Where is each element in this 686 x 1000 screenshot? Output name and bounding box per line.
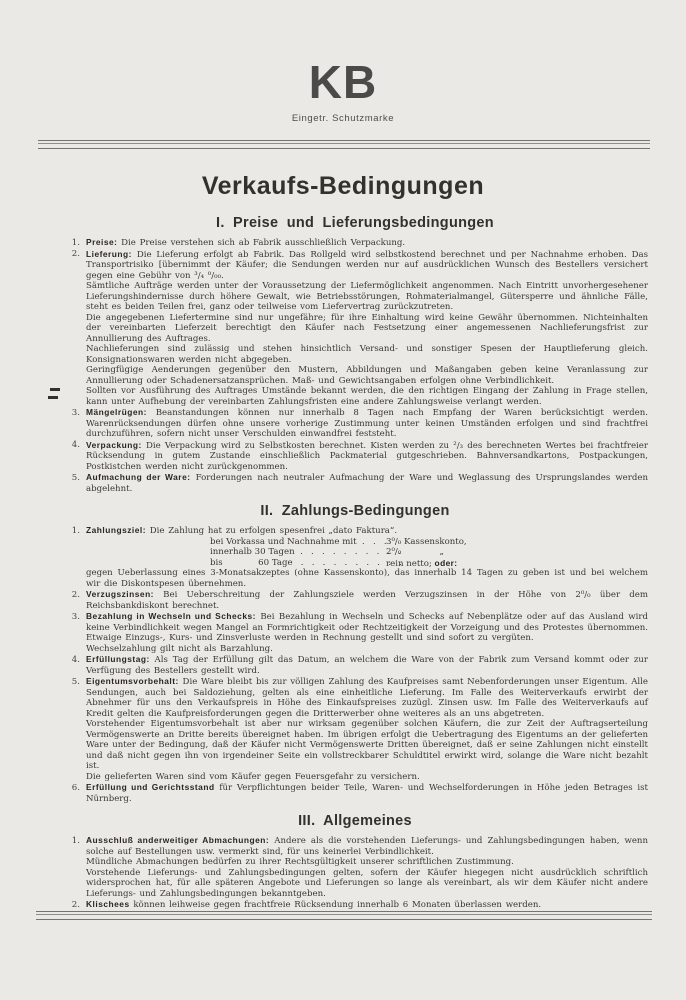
item-text bbox=[86, 676, 648, 782]
section-heading: III. Allgemeines bbox=[298, 813, 412, 829]
footer-rule bbox=[36, 911, 652, 920]
list-item bbox=[62, 899, 648, 911]
item-label: Preise: bbox=[86, 237, 118, 247]
paragraph: Mängelrügen: Beanstandungen können nur innerhalb 8 Tagen nach Empfang der Waren berücksichtigt werden. Warenrücksendungen dürfen ohne unsere vorherige Zustimmung unter keinen Umständen erfolgen und sind frachtfrei durchzuführen, sofern nicht unser Verschulden einwandfrei feststeht. bbox=[86, 407, 648, 439]
paragraph: Vorstehende Lieferungs- und Zahlungsbedingungen gelten, sofern der Käufer hiegegen nicht ausdrücklich schriftlich widersprochen hat, für alle späteren Angebote und Lieferungen so lange als vereinbart, als wir dem Käufer nicht andere Lieferungs- und Zahlungsbedingungen bekanntgeben. bbox=[86, 867, 648, 899]
item-number: 1. bbox=[71, 525, 80, 536]
section-heading: II. Zahlungs-Bedingungen bbox=[260, 503, 450, 519]
margin-dash bbox=[50, 388, 60, 391]
item-number: 5. bbox=[71, 472, 80, 483]
terms-value: 2⁰/₀ „ bbox=[386, 547, 444, 557]
item-number: 2. bbox=[71, 899, 80, 910]
paragraph: Klischees können leihweise gegen frachtfreie Rücksendung innerhalb 6 Monaten überlassen werden. bbox=[86, 899, 542, 910]
item-label: Mängelrügen: bbox=[86, 407, 147, 417]
paragraph: Zahlungsziel: Die Zahlung hat zu erfolgen spesenfrei „dato Faktura“. bbox=[86, 525, 398, 536]
item-label: Ausschluß anderweitiger Abmachungen: bbox=[86, 835, 270, 845]
paragraph: Sollten vor Ausführung des Auftrages Umstände bekannt werden, die den richtigen Eingang der Zahlung in Frage stellen, kann unter Aufhebung der vereinbarten Zahlungsfristen eine andere Zahlungsweise verlangt werden. bbox=[86, 386, 648, 407]
item-number: 3. bbox=[71, 611, 80, 622]
header-rule bbox=[38, 140, 650, 149]
list-item bbox=[62, 249, 648, 408]
terms-bold: oder: bbox=[434, 557, 458, 568]
margin-dash bbox=[48, 396, 58, 399]
page-title: Verkaufs-Bedingungen bbox=[201, 172, 485, 200]
list-item bbox=[62, 676, 648, 782]
item-number: 2. bbox=[71, 589, 80, 600]
item-text bbox=[86, 525, 648, 589]
item-label: Lieferung: bbox=[86, 248, 132, 259]
list-item bbox=[62, 589, 648, 611]
paragraph: Ausschluß anderweitiger Abmachungen: Andere als die vorstehenden Lieferungs- und Zahlungsbedingungen haben, wenn solche auf Bestellungen usw. vermerkt sind, für uns keinerlei Verbindlichkeit. bbox=[86, 835, 648, 857]
item-label: Erfüllungstag: bbox=[86, 654, 150, 664]
list-item bbox=[62, 611, 648, 654]
terms-lead: bei Vorkassa und Nachnahme mit . . . bbox=[210, 536, 387, 547]
paragraph: Die angegebenen Liefertermine sind nur ungefähre; für ihre Einhaltung wird keine Gewähr übernommen. Nichteinhalten der vereinbarten Lieferzeit berechtigt den Käufer nach Festsetzung einer angemessenen Nachlieferungsfrist zur Annullierung des Auftrages. bbox=[86, 312, 648, 344]
item-label: Verpackung: bbox=[86, 439, 142, 450]
item-label: Erfüllung und Gerichtsstand bbox=[86, 782, 215, 792]
list-item bbox=[62, 525, 648, 589]
paragraph: Mündliche Abmachungen bedürfen zu ihrer Rechtsgültigkeit unserer schriftlichen Zustimmung. bbox=[86, 857, 514, 867]
list-item bbox=[62, 782, 648, 804]
paragraph: Verpackung: Die Verpackung wird zu Selbstkosten berechnet. Kisten werden zu ²/₃ des berechneten Wertes bei frachtfreier Rücksendung in gutem Zustande einschließlich Packmaterial gutgeschrieben. Bahnversandkartons, Postpackungen, Postkistchen werden nicht zurückgenommen. bbox=[86, 439, 648, 472]
paragraph: Eigentumsvorbehalt: Die Ware bleibt bis zur völligen Zahlung des Kaufpreises samt Nebenforderungen unser Eigentum. Alle Sendungen, auch bei Saldoziehung, gelten als eine einheitliche Lieferung. Im Falle des Weiterverkaufs erwirbt der Abnehmer für uns den Verkaufspreis in Höhe des Einkaufspreises zuzügl. Zinsen usw. Im Falle des Weiterverkaufs auf Kredit gelten die Kaufpreisforderungen gegen die Dritterwerber ohne weiteres als an uns abgetreten. bbox=[86, 676, 648, 719]
list-item bbox=[62, 654, 648, 676]
terms-lead: innerhalb 30 Tagen . . . . . . . . . . bbox=[210, 547, 402, 557]
paragraph: Lieferung: Die Lieferung erfolgt ab Fabrik. Das Rollgeld wird selbstkostend berechnet und per Nachnahme erhoben. Das Transportrisiko [übernimmt der Käufer; die Sendungen werden nur auf ausdrücklichen Wunsch des Bestellers versichert gegen eine Gebühr von ³/₄ ⁰/₀₀. bbox=[86, 248, 648, 281]
item-text bbox=[86, 407, 648, 440]
paragraph: Verzugszinsen: Bei Ueberschreitung der Zahlungsziele werden Verzugszinsen in der Höhe von 2⁰/₀ über dem Reichsbankdiskont berechnet. bbox=[86, 589, 648, 611]
payment-terms-line bbox=[210, 558, 648, 569]
item-number: 2. bbox=[71, 249, 80, 259]
item-label: Zahlungsziel: bbox=[86, 525, 147, 535]
item-text bbox=[86, 611, 648, 654]
paragraph: Erfüllung und Gerichtsstand für Verpflichtungen beider Teile, Waren- und Wechselforderungen in Höhe jeden Betrages ist Nürnberg. bbox=[86, 782, 648, 804]
item-label: Verzugszinsen: bbox=[86, 589, 154, 599]
item-text bbox=[86, 237, 648, 249]
item-number: 3. bbox=[71, 407, 80, 418]
paragraph: Nachlieferungen sind zulässig und stehen hinsichtlich Versand- und sonstiger Spesen der Hauptlieferung gleich. Konsignationswaren werden nicht abgegeben. bbox=[86, 344, 648, 365]
item-label: Bezahlung in Wechseln und Schecks: bbox=[86, 611, 256, 621]
item-number: 5. bbox=[71, 676, 80, 687]
paragraph: Die gelieferten Waren sind vom Käufer gegen Feuersgefahr zu versichern. bbox=[86, 771, 420, 782]
item-text bbox=[86, 835, 648, 899]
item-number: 1. bbox=[71, 835, 80, 846]
item-label: Eigentumsvorbehalt: bbox=[86, 676, 179, 686]
document-body bbox=[62, 215, 648, 911]
item-text bbox=[86, 249, 648, 408]
trademark-caption: Eingetr. Schutzmarke bbox=[291, 113, 395, 124]
paragraph: Wechselzahlung gilt nicht als Barzahlung. bbox=[86, 643, 273, 654]
paragraph: Bezahlung in Wechseln und Schecks: Bei Bezahlung in Wechseln und Schecks auf Nebenplätze oder auf das Ausland wird keine Verbindlichkeit wegen Mangel an Formrichtigkeit oder Rechtzeitigkeit der Vorzeigung und des Protestes übernommen. Etwaige Einzugs-, Kurs- und Zinsverluste werden in Rechnung gestellt und sind sofort zu vergüten. bbox=[86, 611, 648, 643]
list-item bbox=[62, 472, 648, 494]
list-item bbox=[62, 835, 648, 899]
paragraph: Preise: Die Preise verstehen sich ab Fabrik ausschließlich Verpackung. bbox=[86, 237, 406, 248]
terms-value: 3⁰/₀ Kassenskonto, bbox=[386, 536, 467, 547]
item-text bbox=[86, 589, 648, 611]
item-number: 4. bbox=[71, 440, 80, 450]
list-item bbox=[62, 440, 648, 473]
item-text bbox=[86, 899, 648, 911]
item-text bbox=[86, 782, 648, 804]
item-label: Aufmachung der Ware: bbox=[86, 472, 191, 482]
item-number: 1. bbox=[71, 237, 80, 248]
payment-terms-line bbox=[210, 547, 648, 558]
item-text bbox=[86, 440, 648, 473]
item-number: 6. bbox=[71, 782, 80, 793]
list-item bbox=[62, 237, 648, 249]
payment-terms bbox=[210, 537, 648, 569]
item-text bbox=[86, 654, 648, 676]
paragraph: Aufmachung der Ware: Forderungen nach neutraler Aufmachung der Ware und Weglassung des Ursprungslandes werden abgelehnt. bbox=[86, 472, 648, 494]
item-label: Klischees bbox=[86, 899, 130, 909]
item-number: 4. bbox=[71, 654, 80, 665]
paragraph: Geringfügige Aenderungen gegenüber den Mustern, Abbildungen und Maßangaben geben keine Veranlassung zur Annullierung oder Schadenersatzansprüchen. Maß- und Gewichtsangaben erfolgen ohne Verbindlichkeit. bbox=[86, 365, 648, 386]
list-item bbox=[62, 407, 648, 440]
section-heading: I. Preise und Lieferungsbedingungen bbox=[216, 215, 494, 231]
payment-terms-line bbox=[210, 537, 648, 548]
paragraph: Erfüllungstag: Als Tag der Erfüllung gilt das Datum, an welchem die Ware von der Fabrik zum Versand kommt oder zur Verfügung des Bestellers gestellt wird. bbox=[86, 654, 648, 676]
paragraph: gegen Ueberlassung eines 3-Monatsakzeptes (ohne Kassenskonto), das innerhalb 14 Tagen zu geben ist und bei welchem wir die Diskontspesen übernehmen. bbox=[86, 568, 648, 589]
paragraph: Vorstehender Eigentumsvorbehalt ist aber nur wirksam gegenüber solchen Käufern, die zur Zeit der Auftragserteilung Vermögenswerte an Dritte bereits übereignet haben. Im übrigen erfolgt die Uebertragung des Eigentums an der gelieferten Ware unter der Bedingung, daß der Käufer nicht Vermögenswerte Dritten übereignet, daß er seine Zahlungen nicht einstellt und daß nicht gegen ihn von irgendeiner Seite ein vollstreckbarer Schuldtitel erwirkt wird, solange die Ware nicht bezahlt ist. bbox=[86, 719, 648, 771]
kb-logo: KB bbox=[308, 56, 378, 108]
paragraph: Sämtliche Aufträge werden unter der Voraussetzung der Liefermöglichkeit angenommen. Nach Eintritt unvorhergesehener Lieferungshindernisse durch höhere Gewalt, wie Betriebsstörungen, Rohmaterialmangel, Gütersperre und ähnliche Fälle, steht es beiden Teilen frei, ganz oder teilweise vom Liefervertrag zurückzutreten. bbox=[86, 281, 648, 312]
terms-lead: bis 60 Tage . . . . . . . . . . bbox=[210, 557, 402, 568]
terms-value: rein netto; oder: bbox=[386, 557, 458, 569]
item-text bbox=[86, 472, 648, 494]
